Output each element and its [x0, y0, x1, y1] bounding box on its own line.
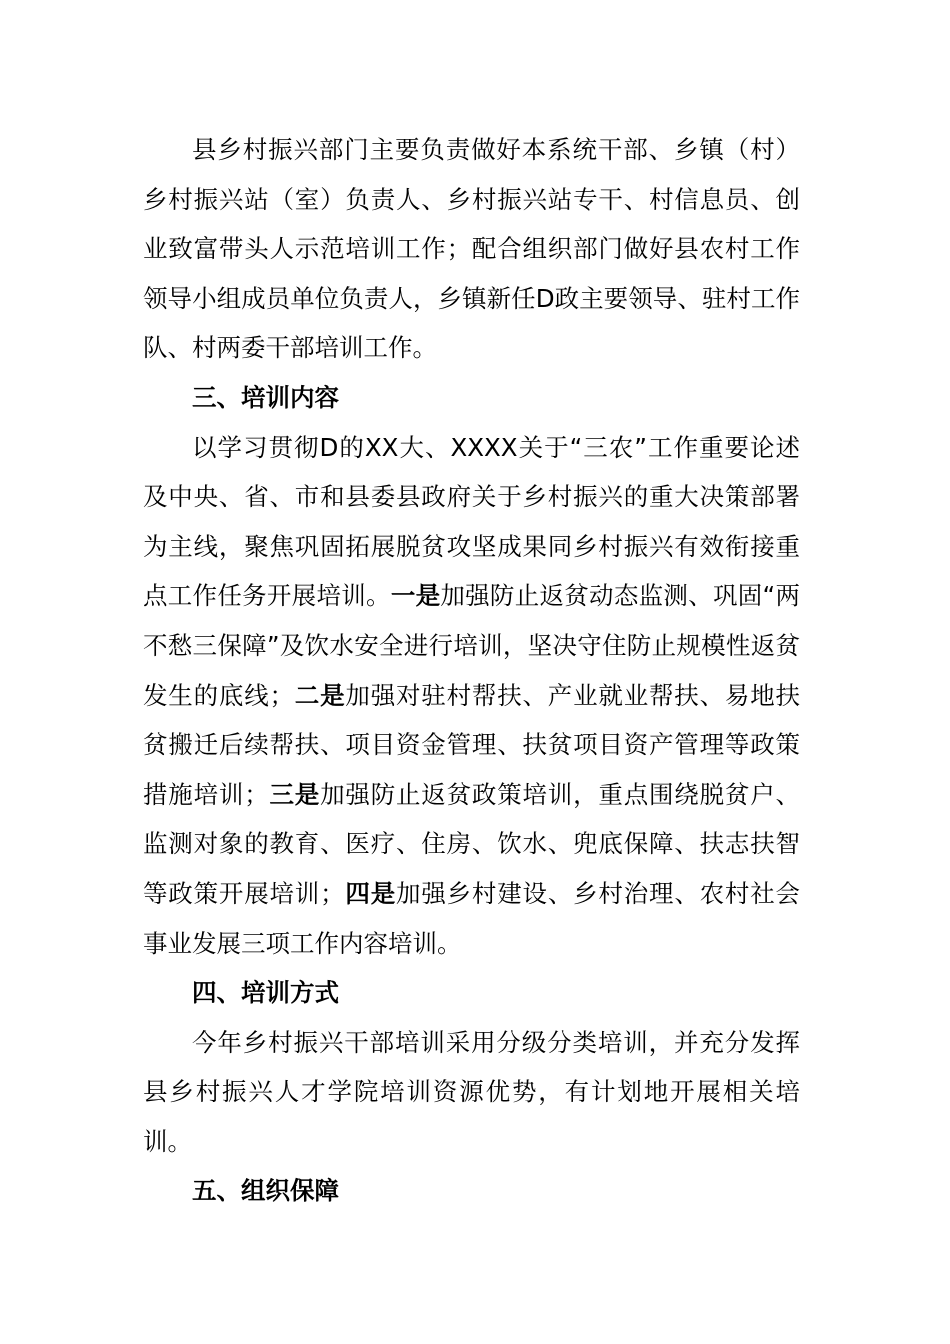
- item-2-text: 加强对驻村帮扶、产业就业帮扶、易地扶贫搬迁后续帮扶、项目资金管理、扶贫项目资产管理等政策措施培训；: [143, 680, 801, 809]
- item-3-lead: 三是: [268, 779, 321, 809]
- item-3-text: 加强防止返贫政策培训，重点围绕脱贫户、监测对象的教育、医疗、住房、饮水、兜底保障、扶志扶智等政策开展培训；: [143, 779, 801, 908]
- training-content-intro: 以学习贯彻D的XX大、XXXX关于“三农”工作重要论述及中央、省、市和县委县政府关于乡村振兴的重大决策部署为主线，聚焦巩固拓展脱贫攻坚成果同乡村振兴有效衔接重点工作任务开展培训。: [143, 432, 800, 611]
- section-3-heading: 三、培训内容: [192, 382, 339, 412]
- responsibility-text: 县乡村振兴部门主要负责做好本系统干部、乡镇（村）乡村振兴站（室）负责人、乡村振兴站专干、村信息员、创业致富带头人示范培训工作；配合组织部门做好县农村工作领导小组成员单位负责人，乡镇新任D政主要领导、驻村工作队、村两委干部培训工作。: [143, 135, 800, 363]
- training-method-paragraph: [143, 1018, 800, 1167]
- item-4-lead: 四是: [344, 878, 397, 908]
- section-4-heading: 四、培训方式: [192, 978, 339, 1008]
- responsibility-paragraph: [143, 125, 800, 373]
- training-method-text: 今年乡村振兴干部培训采用分级分类培训，并充分发挥县乡村振兴人才学院培训资源优势，有计划地开展相关培训。: [143, 1027, 800, 1156]
- training-content-paragraph: [143, 423, 800, 969]
- item-1-text: 加强防止返贫动态监测、巩固“两不愁三保障”及饮水安全进行培训，坚决守住防止规模性返贫发生的底线；: [143, 581, 800, 710]
- document-body: [143, 125, 800, 1216]
- item-1-lead: 一是: [390, 581, 441, 611]
- item-4-text: 加强乡村建设、乡村治理、农村社会事业发展三项工作内容培训。: [143, 878, 801, 958]
- item-2-lead: 二是: [294, 680, 346, 710]
- section-5-heading: 五、组织保障: [192, 1176, 339, 1206]
